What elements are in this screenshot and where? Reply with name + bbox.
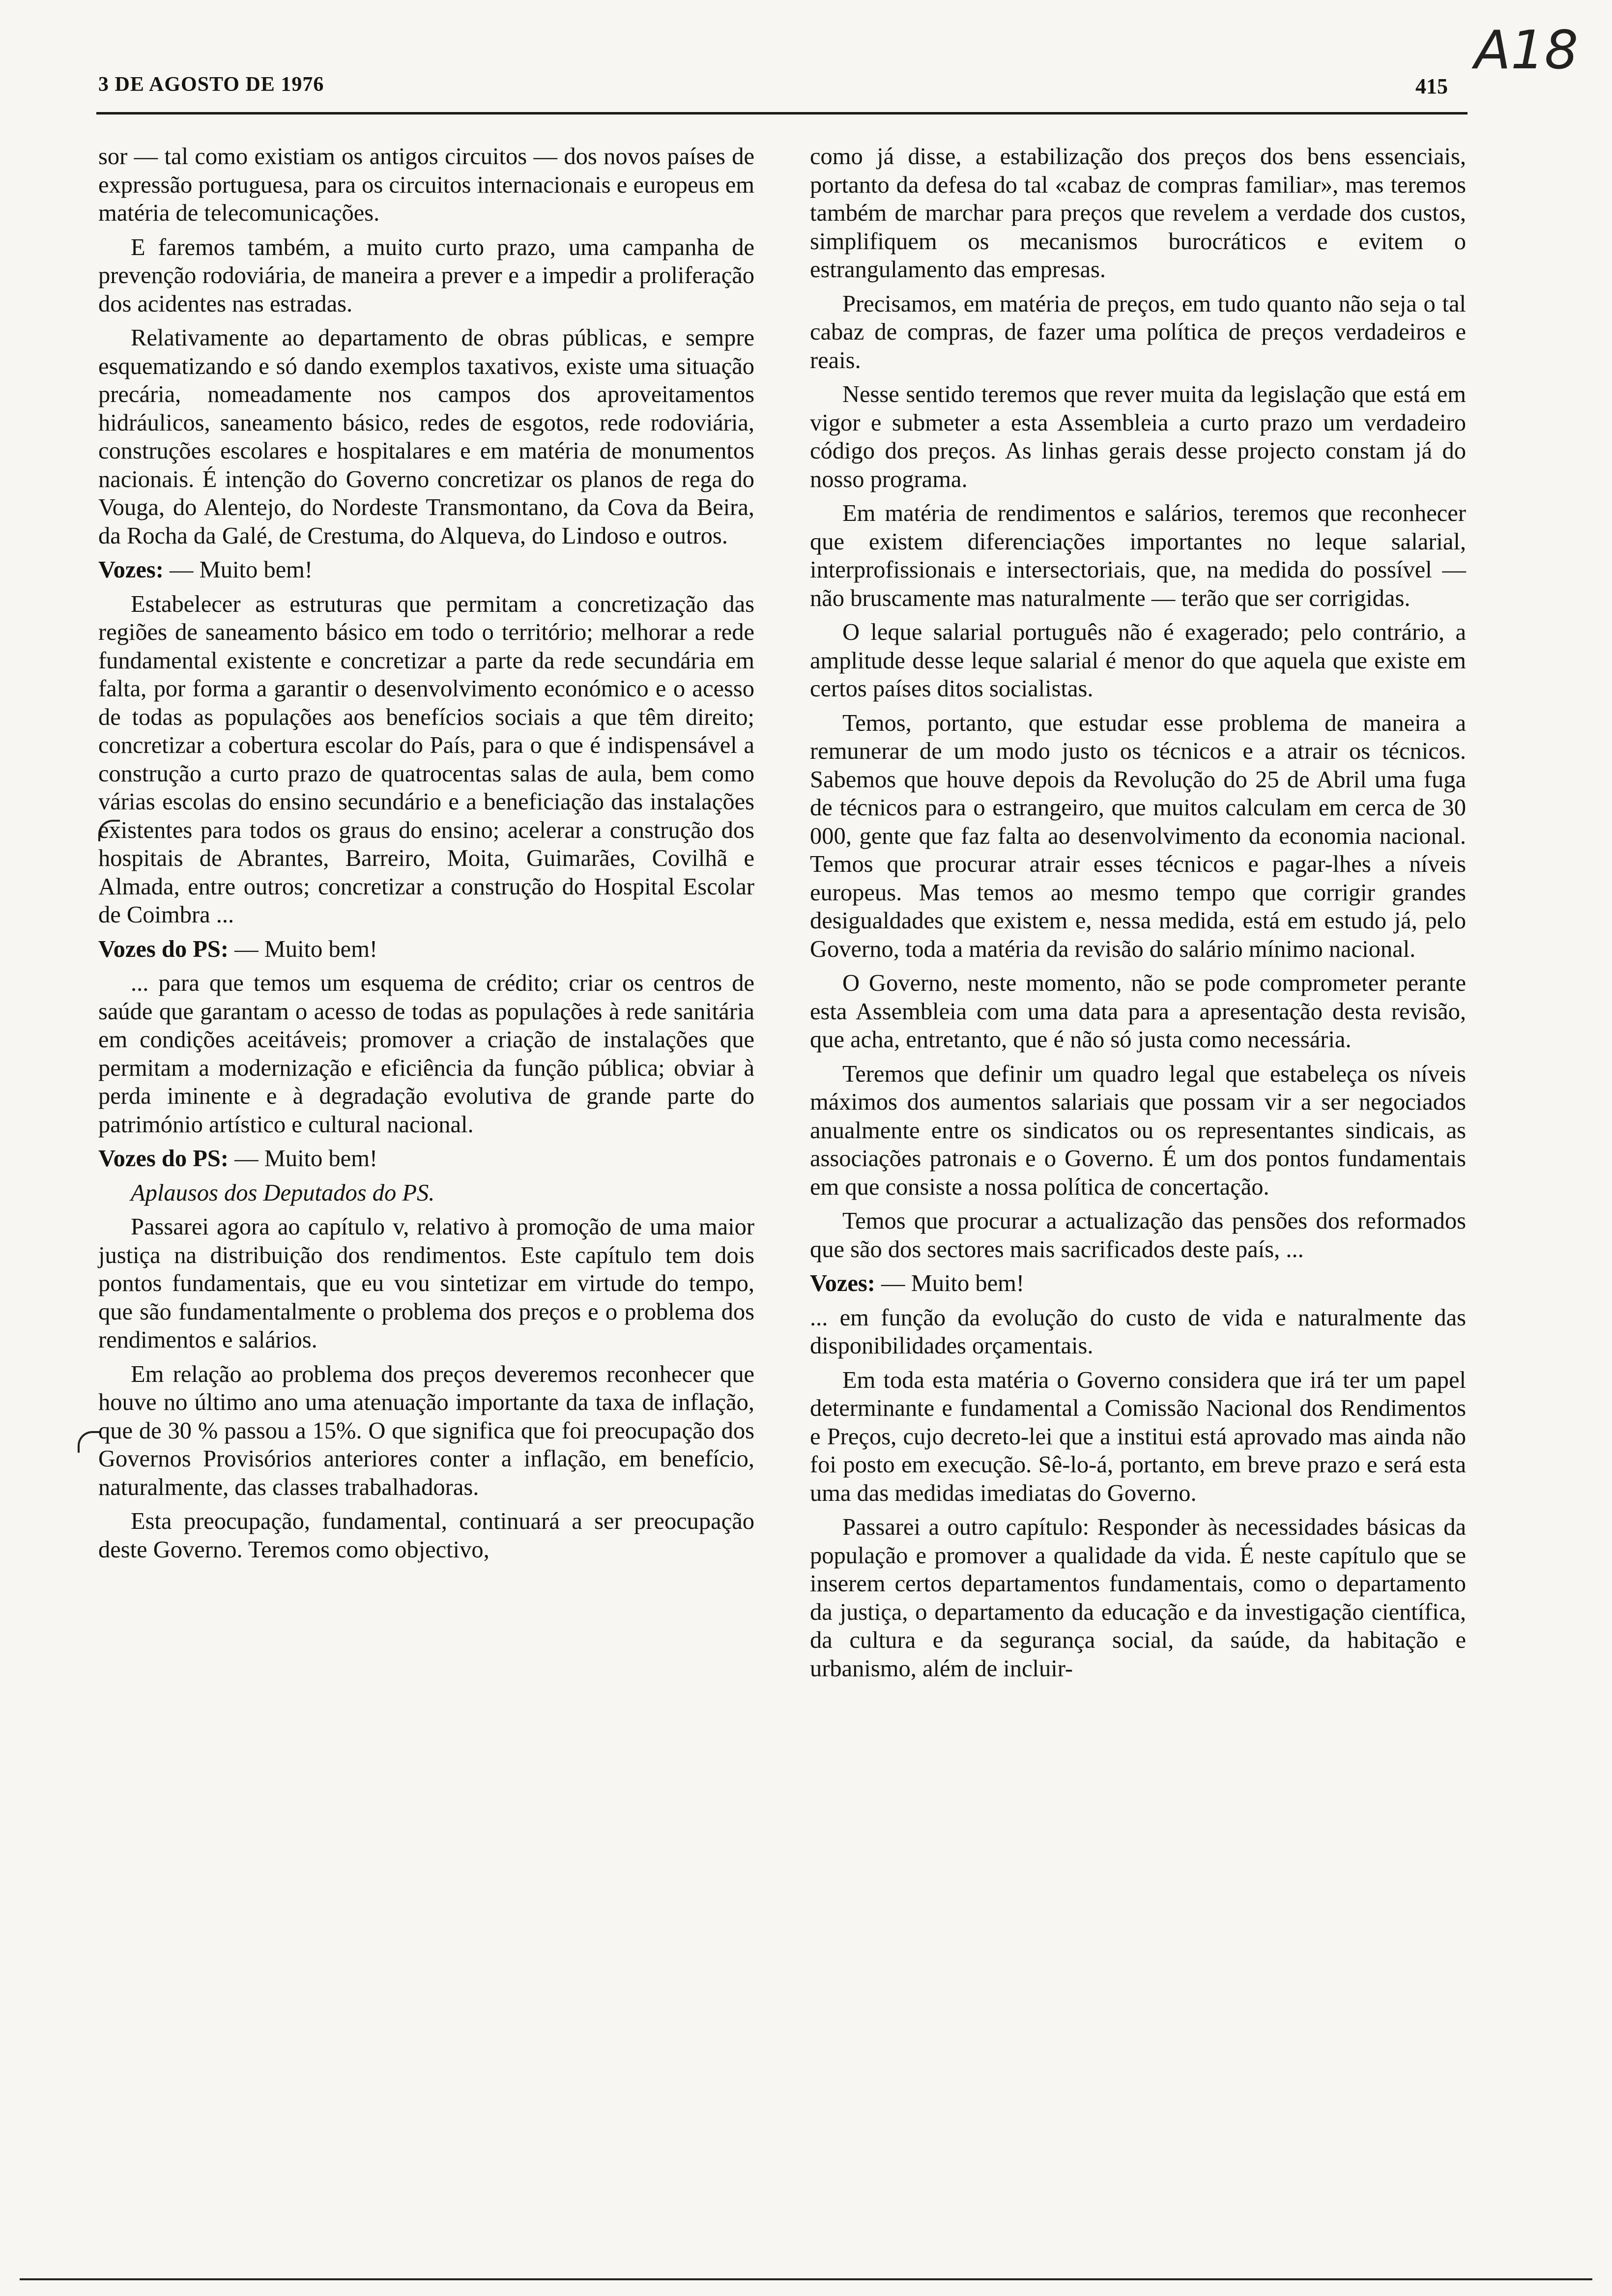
paragraph: Estabelecer as estruturas que permitam a concretização das regiões de saneamento básico em todo o território; melhorar a rede fundamental existente e concretizar a parte da rede secundária em falta, por forma a garantir o desenvolvimento económico e o acesso de todas as populações aos benefícios sociais a que têm direito; concretizar a cobertura escolar do País, para o que é indispensável a construção a curto prazo de quatrocentas salas de aula, bem como várias escolas do ensino secundário e a beneficiação das instalações existentes para todos os graus do ensino; acelerar a construção dos hospitais de Abrantes, Barreiro, Moita, Guimarães, Covilhã e Almada, entre outros; concretizar a construção do Hospital Escolar de Coimbra ... xyxy=(98,591,754,928)
paragraph: Temos que procurar a actualização das pensões dos reformados que são dos sectores mais sacrificados deste país, ... xyxy=(810,1208,1466,1263)
speaker-name: Vozes do PS: xyxy=(98,1146,229,1172)
paragraph: ... em função da evolução do custo de vida e naturalmente das disponibilidades orçamentais. xyxy=(810,1304,1466,1359)
paragraph: Em toda esta matéria o Governo considera que irá ter um papel determinante e fundamental a Comissão Nacional dos Rendimentos e Preços, cujo decreto-lei que a institui está aprovado mas ainda não foi posto em execução. Sê-lo-á, portanto, em breve prazo e será esta uma das medidas imediatas do Governo. xyxy=(810,1367,1466,1506)
page-number: 415 xyxy=(1415,74,1448,98)
intervention-text: — Muito bem! xyxy=(170,557,313,583)
paragraph: sor — tal como existiam os antigos circuitos — dos novos países de expressão portuguesa, para os circuitos internacionais e europeus em matéria de telecomunicações. xyxy=(98,144,754,226)
paragraph: E faremos também, a muito curto prazo, uma campanha de prevenção rodoviária, de maneira a prever e a impedir a proliferação dos acidentes nas estradas. xyxy=(98,234,754,317)
paragraph: ... para que temos um esquema de crédito; criar os centros de saúde que garantam o acesso de todas as populações à rede sanitária em condições aceitáveis; promover a criação de instalações que permitam a modernização e eficiência da função pública; obviar à perda iminente e à degradação evolutiva de grande parte do património artístico e cultural nacional. xyxy=(98,970,754,1138)
intervention-text: — Muito bem! xyxy=(234,1146,378,1172)
speaker-intervention xyxy=(98,1145,754,1173)
header-date: 3 DE AGOSTO DE 1976 xyxy=(98,73,324,96)
paragraph: Em matéria de rendimentos e salários, teremos que reconhecer que existem diferenciações importantes no leque salarial, interprofissionais e intersectoriais, que, na medida do possível — não bruscamente mas naturalmente — terão que ser corrigidas. xyxy=(810,500,1466,611)
paragraph: Relativamente ao departamento de obras públicas, e sempre esquematizando e só dando exemplos taxativos, existe uma situação precária, nomeadamente nos campos dos aproveitamentos hidráulicos, saneamento básico, redes de esgotos, rede rodoviária, construções escolares e hospitalares e em matéria de monumentos nacionais. É intenção do Governo concretizar os planos de rega do Vouga, do Alentejo, do Nordeste Transmontano, da Cova da Beira, da Rocha da Galé, de Crestuma, do Alqueva, do Lindoso e outros. xyxy=(98,325,754,549)
header-rule xyxy=(96,112,1468,115)
paragraph: Passarei a outro capítulo: Responder às necessidades básicas da população e promover a qualidade da vida. É neste capítulo que se inserem certos departamentos fundamentais, como o departamento da justiça, o departamento da educação e da investigação científica, da cultura e da segurança social, da saúde, da habitação e urbanismo, além de incluir- xyxy=(810,1514,1466,1682)
paragraph: Em relação ao problema dos preços deveremos reconhecer que houve no último ano uma atenuação importante da taxa de inflação, que de 30 % passou a 15%. O que significa que foi preocupação dos Governos Provisórios anteriores conter a inflação, em benefício, naturalmente, das classes trabalhadoras. xyxy=(98,1361,754,1500)
paragraph: O Governo, neste momento, não se pode comprometer perante esta Assembleia com uma data para a apresentação desta revisão, que acha, entretanto, que é não só justa como necessária. xyxy=(810,970,1466,1053)
speaker-intervention xyxy=(98,556,754,584)
intervention-text: — Muito bem! xyxy=(881,1270,1025,1296)
speaker-name: Vozes: xyxy=(810,1270,875,1296)
paragraph: Temos, portanto, que estudar esse problema de maneira a remunerar de um modo justo os técnicos e a atrair os técnicos. Sabemos que houve depois da Revolução do 25 de Abril uma fuga de técnicos para o estrangeiro, que muitos calculam em cerca de 30 000, gente que faz falta ao desenvolvimento da economia nacional. Temos que procurar atrair esses técnicos e pagar-lhes a níveis europeus. Mas temos ao mesmo tempo que corrigir grandes desigualdades que existem e, nessa medida, está em estudo já, pelo Governo, toda a matéria da revisão do salário mínimo nacional. xyxy=(810,710,1466,962)
paragraph: Passarei agora ao capítulo v, relativo à promoção de uma maior justiça na distribuição dos rendimentos. Este capítulo tem dois pontos fundamentais, que eu vou sintetizar em virtude do tempo, que são fundamentalmente o problema dos preços e o problema dos rendimentos e salários. xyxy=(98,1214,754,1353)
right-column xyxy=(810,143,1466,1689)
intervention-text: — Muito bem! xyxy=(234,936,378,962)
speaker-intervention xyxy=(98,935,754,964)
speaker-name: Vozes do PS: xyxy=(98,936,229,962)
paragraph: Esta preocupação, fundamental, continuará a ser preocupação deste Governo. Teremos como objectivo, xyxy=(98,1508,754,1563)
paragraph: como já disse, a estabilização dos preços dos bens essenciais, portanto da defesa do tal «cabaz de compras familiar», mas teremos também de marchar para preços que revelem a verdade dos custos, simplifiquem os mecanismos burocráticos e evitem o estrangulamento das empresas. xyxy=(810,144,1466,283)
paragraph: Precisamos, em matéria de preços, em tudo quanto não seja o tal cabaz de compras, de fazer uma política de preços verdadeiros e reais. xyxy=(810,290,1466,373)
speaker-intervention xyxy=(810,1269,1466,1298)
paragraph: Nesse sentido teremos que rever muita da legislação que está em vigor e submeter a esta Assembleia a curto prazo um verdadeiro código dos preços. As linhas gerais desse projecto constam já do nosso programa. xyxy=(810,381,1466,492)
paragraph: O leque salarial português não é exagerado; pelo contrário, a amplitude desse leque salarial é menor do que aquela que existe em certos países ditos socialistas. xyxy=(810,619,1466,702)
margin-mark-icon xyxy=(78,1431,99,1453)
speaker-name: Vozes: xyxy=(98,557,164,583)
paragraph: Teremos que definir um quadro legal que estabeleça os níveis máximos dos aumentos salariais que possam vir a ser negociados anualmente entre os sindicatos ou os representantes sindicais, as associações patronais e o Governo. É um dos pontos fundamentais em que consiste a nossa política de concertação. xyxy=(810,1061,1466,1200)
footer-rule xyxy=(20,2278,1592,2280)
handwritten-annotation: A18 xyxy=(1474,20,1579,81)
applause-note: Aplausos dos Deputados do PS. xyxy=(131,1179,435,1206)
left-column xyxy=(98,143,754,1570)
